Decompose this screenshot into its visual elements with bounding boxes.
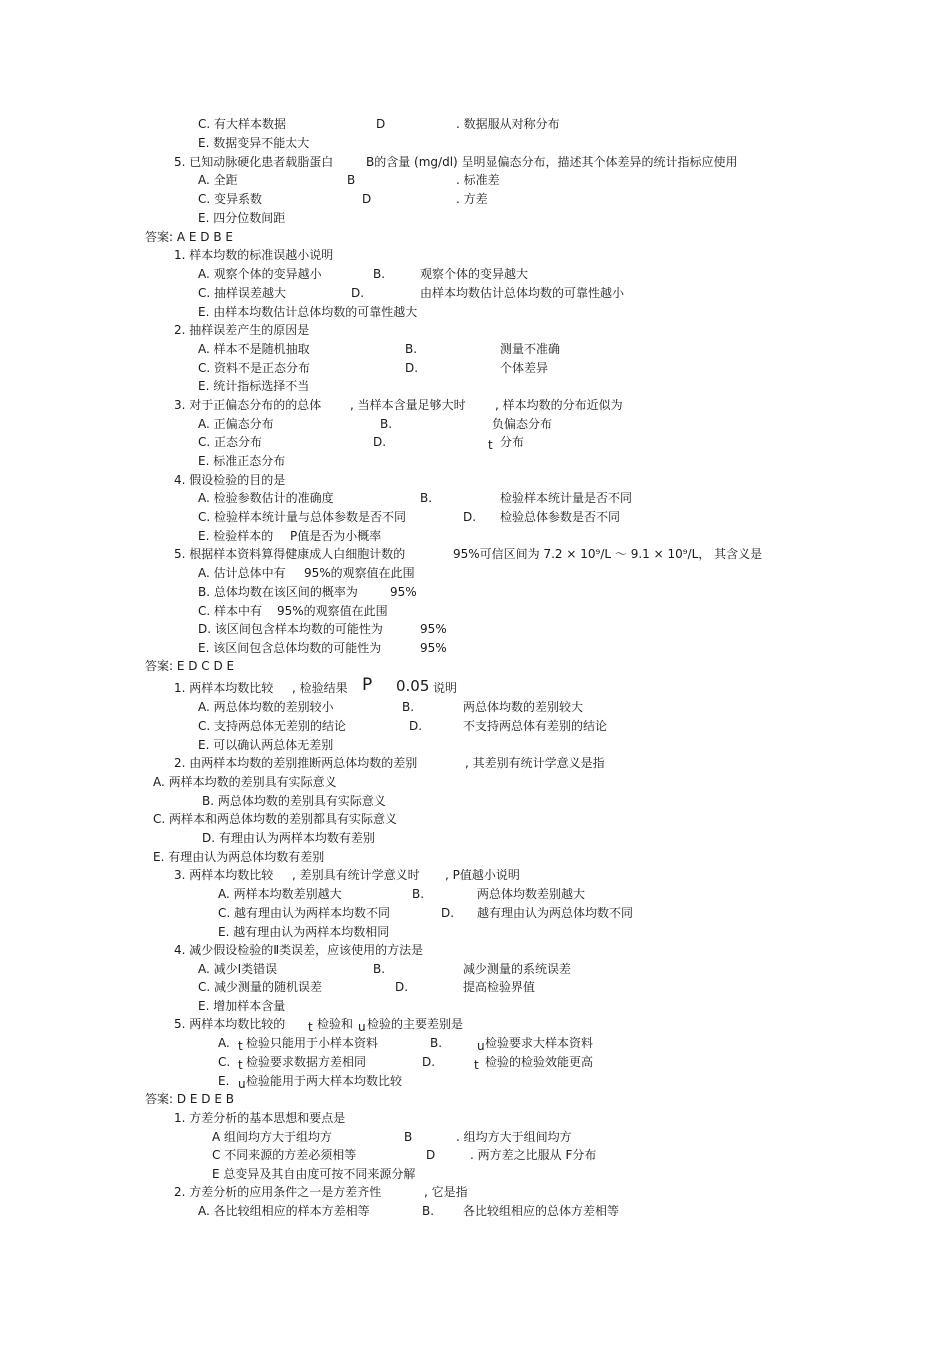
text-segment: D: [376, 117, 386, 131]
text-segment: , 检验结果: [292, 681, 348, 695]
text-segment: , 它是指: [424, 1185, 468, 1199]
text-segment: 检验样本统计量是否不同: [500, 491, 633, 505]
text-segment: B.: [412, 887, 425, 901]
text-segment: 检验的检验效能更高: [485, 1055, 594, 1069]
text-segment: . 数据服从对称分布: [456, 117, 560, 131]
text-segment: 越有理由认为两总体均数不同: [477, 906, 634, 920]
text-segment: B.: [422, 1204, 435, 1218]
text-segment: 个体差异: [500, 361, 549, 375]
text-segment: E. 检验样本的: [198, 529, 274, 543]
text-segment: D.: [409, 719, 423, 733]
text-segment: B.: [402, 700, 415, 714]
text-segment: t: [308, 1020, 313, 1034]
text-segment: D. 该区间包含样本均数的可能性为: [198, 622, 383, 636]
text-segment: 检验的主要差别是: [367, 1017, 464, 1031]
text-segment: 两总体均数的差别较大: [463, 700, 584, 714]
text-segment: B. 总体均数在该区间的概率为: [198, 585, 358, 599]
text-segment: D.: [463, 510, 477, 524]
text-segment: E. 标准正态分布: [198, 454, 286, 468]
text-segment: 0.05: [396, 677, 430, 695]
text-segment: A. 两样本均数的差别具有实际意义: [153, 775, 337, 789]
text-segment: D.: [405, 361, 419, 375]
text-segment: C. 减少测量的随机误差: [198, 980, 323, 994]
text-segment: D.: [351, 286, 365, 300]
text-segment: D. 有理由认为两样本均数有差别: [202, 831, 375, 845]
text-segment: P: [362, 675, 373, 695]
text-segment: B.: [430, 1036, 443, 1050]
text-segment: D.: [441, 906, 455, 920]
text-segment: 答案: E D C D E: [145, 659, 235, 673]
text-segment: E. 有理由认为两总体均数有差别: [153, 850, 325, 864]
text-segment: 提高检验界值: [463, 980, 536, 994]
text-segment: A. 两样本均数差别越大: [218, 887, 342, 901]
text-segment: D.: [395, 980, 409, 994]
text-segment: u: [238, 1077, 246, 1091]
text-segment: E 总变异及其自由度可按不同来源分解: [212, 1167, 416, 1181]
text-segment: C. 支持两总体无差别的结论: [198, 719, 347, 733]
text-segment: C. 有大样本数据: [198, 117, 287, 131]
text-segment: C. 越有理由认为两样本均数不同: [218, 906, 391, 920]
text-segment: B.: [380, 417, 393, 431]
text-segment: B.: [373, 962, 386, 976]
text-segment: P值是否为小概率: [290, 529, 382, 543]
text-segment: u: [477, 1039, 485, 1053]
text-segment: B.: [373, 267, 386, 281]
text-segment: , 当样本含量足够大时: [350, 398, 466, 412]
text-segment: E. 该区间包含总体均数的可能性为: [198, 641, 382, 655]
text-segment: 5. 两样本均数比较的: [174, 1017, 286, 1031]
text-segment: E. 数据变异不能太大: [198, 136, 310, 150]
text-segment: A. 正偏态分布: [198, 417, 274, 431]
text-segment: 不支持两总体有差别的结论: [463, 719, 608, 733]
text-segment: , 差别具有统计学意义时: [292, 868, 420, 882]
text-segment: 检验和: [317, 1017, 354, 1031]
text-segment: 3. 对于正偏态分布的的总体: [174, 398, 322, 412]
text-segment: 95%: [420, 622, 447, 636]
text-segment: 答案: A E D B E: [145, 230, 233, 244]
text-segment: 答案: D E D E B: [145, 1092, 234, 1106]
text-segment: E. 四分位数间距: [198, 211, 286, 225]
text-segment: 4. 假设检验的目的是: [174, 473, 286, 487]
text-segment: C. 抽样误差越大: [198, 286, 287, 300]
text-segment: . 组均方大于组间均方: [456, 1130, 572, 1144]
text-segment: . 标准差: [456, 173, 500, 187]
text-segment: 2. 由两样本均数的差别推断两总体均数的差别: [174, 756, 418, 770]
text-segment: 1. 样本均数的标准误越小说明: [174, 248, 334, 262]
text-segment: 测量不准确: [500, 342, 561, 356]
text-segment: 减少测量的系统误差: [463, 962, 572, 976]
text-segment: B.: [405, 342, 418, 356]
text-segment: 由样本均数估计总体均数的可靠性越小: [420, 286, 625, 300]
text-segment: B: [347, 173, 356, 187]
text-segment: 检验只能用于小样本资料: [246, 1036, 379, 1050]
text-segment: 95%: [420, 641, 447, 655]
text-segment: E. 越有理由认为两样本均数相同: [218, 925, 390, 939]
text-segment: 两总体均数差别越大: [477, 887, 586, 901]
text-segment: 4. 减少假设检验的Ⅱ类误差，应该使用的方法是: [174, 943, 424, 957]
text-segment: 3. 两样本均数比较: [174, 868, 274, 882]
text-segment: 95%: [390, 585, 417, 599]
text-segment: 1. 方差分析的基本思想和要点是: [174, 1111, 346, 1125]
text-segment: 95%的观察值在此围: [277, 604, 388, 618]
text-segment: u: [358, 1020, 366, 1034]
text-segment: D.: [373, 435, 387, 449]
text-segment: B.: [420, 491, 433, 505]
text-segment: C. 检验样本统计量与总体参数是否不同: [198, 510, 407, 524]
text-segment: A. 减少Ⅰ类错误: [198, 962, 278, 976]
text-segment: A. 估计总体中有: [198, 566, 286, 580]
text-segment: C. 正态分布: [198, 435, 263, 449]
text-segment: E.: [218, 1074, 230, 1088]
text-segment: C.: [218, 1055, 231, 1069]
text-segment: A. 全距: [198, 173, 238, 187]
text-segment: A. 样本不是随机抽取: [198, 342, 310, 356]
text-segment: E. 增加样本含量: [198, 999, 286, 1013]
text-segment: 各比较组相应的总体方差相等: [463, 1204, 620, 1218]
text-segment: A. 各比较组相应的样本方差相等: [198, 1204, 370, 1218]
text-segment: 检验能用于两大样本均数比较: [246, 1074, 403, 1088]
text-segment: A. 两总体均数的差别较小: [198, 700, 334, 714]
text-segment: A. 观察个体的变异越小: [198, 267, 322, 281]
text-segment: A 组间均方大于组均方: [212, 1130, 333, 1144]
text-segment: A.: [218, 1036, 230, 1050]
text-segment: 5. 根据样本资料算得健康成人白细胞计数的: [174, 547, 406, 561]
text-segment: 2. 方差分析的应用条件之一是方差齐性: [174, 1185, 382, 1199]
text-segment: B的含量 (mg/dl) 呈明显偏态分布，描述其个体差异的统计指标应使用: [366, 155, 738, 169]
text-segment: , P值越小说明: [445, 868, 520, 882]
text-segment: , 样本均数的分布近似为: [495, 398, 623, 412]
text-segment: 说明: [433, 681, 458, 695]
text-segment: 5. 已知动脉硬化患者载脂蛋白: [174, 155, 334, 169]
text-segment: E. 可以确认两总体无差别: [198, 738, 334, 752]
text-segment: t: [474, 1058, 479, 1072]
text-segment: B: [404, 1130, 413, 1144]
text-segment: C. 样本中有: [198, 604, 263, 618]
text-segment: C. 资料不是正态分布: [198, 361, 311, 375]
text-segment: A. 检验参数估计的准确度: [198, 491, 334, 505]
text-segment: E. 统计指标选择不当: [198, 379, 310, 393]
text-segment: 检验总体参数是否不同: [500, 510, 621, 524]
text-segment: 观察个体的变异越大: [420, 267, 529, 281]
text-segment: C 不同来源的方差必须相等: [212, 1148, 357, 1162]
text-segment: 检验要求数据方差相同: [246, 1055, 367, 1069]
text-segment: E. 由样本均数估计总体均数的可靠性越大: [198, 305, 418, 319]
text-segment: C. 两样本和两总体均数的差别都具有实际意义: [153, 812, 398, 826]
text-segment: t: [488, 438, 493, 452]
text-segment: D: [362, 192, 372, 206]
text-segment: D: [426, 1148, 436, 1162]
text-segment: t: [238, 1039, 243, 1053]
text-segment: , 其差别有统计学意义是指: [465, 756, 605, 770]
text-segment: 95%的观察值在此围: [304, 566, 415, 580]
text-segment: t: [238, 1058, 243, 1072]
text-segment: B. 两总体均数的差别具有实际意义: [202, 794, 386, 808]
text-segment: . 两方差之比服从 F分布: [470, 1148, 597, 1162]
text-segment: 1. 两样本均数比较: [174, 681, 274, 695]
text-segment: 检验要求大样本资料: [485, 1036, 594, 1050]
text-segment: 95%可信区间为 7.2 × 10⁹/L ～ 9.1 × 10⁹/L， 其含义是: [453, 547, 763, 561]
text-segment: 分布: [500, 435, 525, 449]
text-segment: 负偏态分布: [492, 417, 553, 431]
text-segment: D.: [422, 1055, 436, 1069]
text-segment: C. 变异系数: [198, 192, 263, 206]
text-segment: . 方差: [456, 192, 488, 206]
text-segment: 2. 抽样误差产生的原因是: [174, 323, 310, 337]
